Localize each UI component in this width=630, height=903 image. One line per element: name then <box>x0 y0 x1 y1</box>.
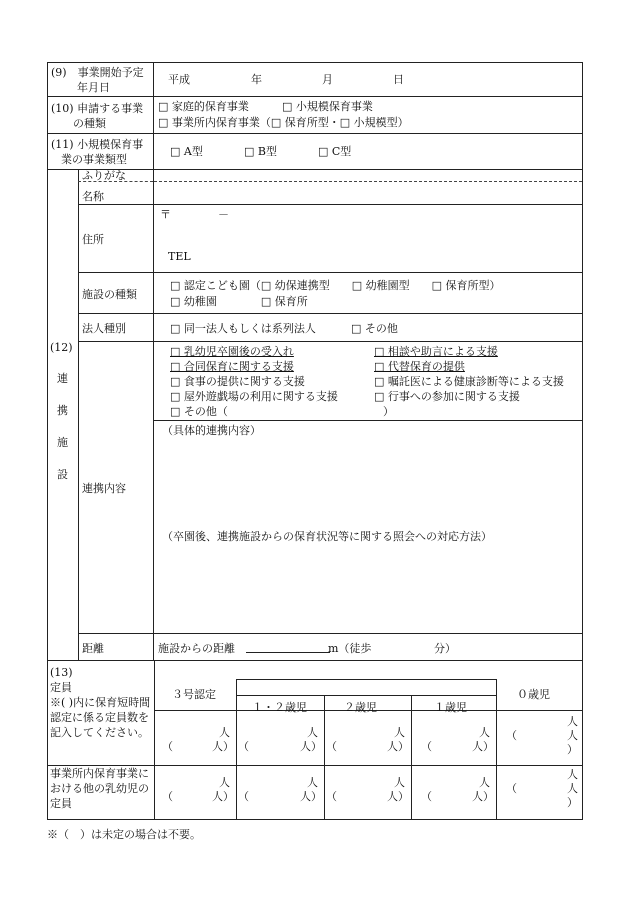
checkbox-post-graduation[interactable]: □ 乳幼児卒園後の受入れ <box>170 345 294 358</box>
address-row: 住所 〒 － TEL <box>78 205 582 273</box>
business-type-label: (10) 申請する事業 の種類 <box>48 97 154 133</box>
capacity-2[interactable]: 人 （ 人） <box>326 726 409 753</box>
address-field[interactable]: 〒 － TEL <box>160 208 229 263</box>
row-small-type <box>48 134 582 170</box>
facility-type-options-1[interactable]: □ 認定こども園（□ 幼保連携型 □ 幼稚園型 □ 保育所型） <box>170 279 501 292</box>
checkbox-workplace-childcare[interactable]: □ 事業所内保育事業（□ 保育所型・□ 小規模型） <box>158 116 409 129</box>
checkbox-type-c[interactable]: □ C型 <box>318 145 352 158</box>
cooperation-row: 連携内容 □ 乳幼児卒園後の受入れ □ 相談や助言による支援 □ 合同保育に関する支援 □ 代替保育の提供 □ 食事の提供に関する支援 □ 嘱託医による健康診断等による支援 □ 屋外遊戯場の利用に関する支援 □ 行事への参加に関する支援 □ その他（ ） （具体的連携内容） （卒園後、連携施設からの保育状況等に関する照会への対応方法） <box>78 342 582 634</box>
small-type-value <box>154 134 582 169</box>
checkbox-other-support[interactable]: □ その他（ <box>170 405 228 418</box>
capacity-3go[interactable]: 人 （ 人） <box>162 726 234 753</box>
business-type-value <box>154 97 582 133</box>
application-form <box>47 62 583 820</box>
checkbox-type-b[interactable]: □ B型 <box>244 145 277 158</box>
checkbox-meal[interactable]: □ 食事の提供に関する支援 <box>170 375 305 388</box>
checkbox-events[interactable]: □ 行事への参加に関する支援 <box>374 390 520 403</box>
corp-type-row: 法人種別 □ 同一法人もしくは系列法人 □ その他 <box>78 314 582 342</box>
distance-row: 距離 施設からの距離 m（徒歩 分） <box>78 634 582 660</box>
small-type-label: (11) 小規模保育事 業の事業類型 <box>48 134 154 169</box>
checkbox-consultation[interactable]: □ 相談や助言による支援 <box>374 345 498 358</box>
workplace-capacity-0[interactable]: 人 （ 人 ） <box>506 768 578 809</box>
distance-field[interactable] <box>246 652 330 653</box>
facility-type-row: 施設の種類 □ 認定こども園（□ 幼保連携型 □ 幼稚園型 □ 保育所型） □ 幼稚園 □ 保育所 <box>78 273 582 314</box>
checkbox-same-corp[interactable]: □ 同一法人もしくは系列法人 <box>170 322 316 335</box>
capacity-0[interactable]: 人 （ 人 ） <box>506 715 578 756</box>
capacity-label: (13) 定員 ※( )内に保育短時間認定に係る定員数を記入してください。 <box>50 666 151 739</box>
workplace-capacity-2[interactable]: 人 （ 人） <box>326 776 409 803</box>
checkbox-playground[interactable]: □ 屋外遊戯場の利用に関する支援 <box>170 390 338 403</box>
row-business-type <box>48 97 582 134</box>
section-partner-facility <box>48 170 582 661</box>
capacity-1-2[interactable]: 人 （ 人） <box>238 726 322 753</box>
name-row: ふりがな 名称 <box>78 170 582 205</box>
cooperation-detail-field[interactable] <box>154 436 582 633</box>
workplace-capacity-1[interactable]: 人 （ 人） <box>421 776 494 803</box>
facility-type-options-2[interactable]: □ 幼稚園 □ 保育所 <box>170 295 308 308</box>
checkbox-health-check[interactable]: □ 嘱託医による健康診断等による支援 <box>374 375 564 388</box>
capacity-1[interactable]: 人 （ 人） <box>421 726 494 753</box>
checkbox-other-corp[interactable]: □ その他 <box>351 322 398 335</box>
checkbox-joint-care[interactable]: □ 合同保育に関する支援 <box>170 360 294 373</box>
name-field[interactable] <box>154 170 582 204</box>
workplace-capacity-3go[interactable]: 人 （ 人） <box>162 776 234 803</box>
partner-facility-side-label: (12) 連 携 施 設 <box>48 170 79 660</box>
workplace-capacity-label: 事業所内保育事業における他の乳幼児の定員 <box>50 767 149 810</box>
section-capacity: (13) 定員 ※( )内に保育短時間認定に係る定員数を記入してください。 事業所内保育事業における他の乳幼児の定員 ３号認定 １・２歳児 ２歳児 １歳児 ０歳児 人 （ 人） 人 （ 人） 人 （ 人） 人 （ 人） 人 （ 人 ） 人 （ 人） 人 （ 人） 人 （ 人） 人 （ 人） 人 （ 人 ） <box>48 661 582 819</box>
start-date-value[interactable]: 平成 年 月 日 <box>168 73 404 86</box>
start-date-label: (9) 事業開始予定 年月日 <box>48 63 154 96</box>
checkbox-small-childcare[interactable]: □ 小規模保育事業 <box>282 100 373 113</box>
checkbox-type-a[interactable]: □ A型 <box>170 145 203 158</box>
workplace-capacity-1-2[interactable]: 人 （ 人） <box>238 776 322 803</box>
checkbox-home-childcare[interactable]: □ 家庭的保育事業 <box>158 100 249 113</box>
checkbox-substitute-care[interactable]: □ 代替保育の提供 <box>374 360 465 373</box>
footer-note: ※（ ）は未定の場合は不要。 <box>47 828 201 841</box>
row-start-date <box>48 63 582 97</box>
